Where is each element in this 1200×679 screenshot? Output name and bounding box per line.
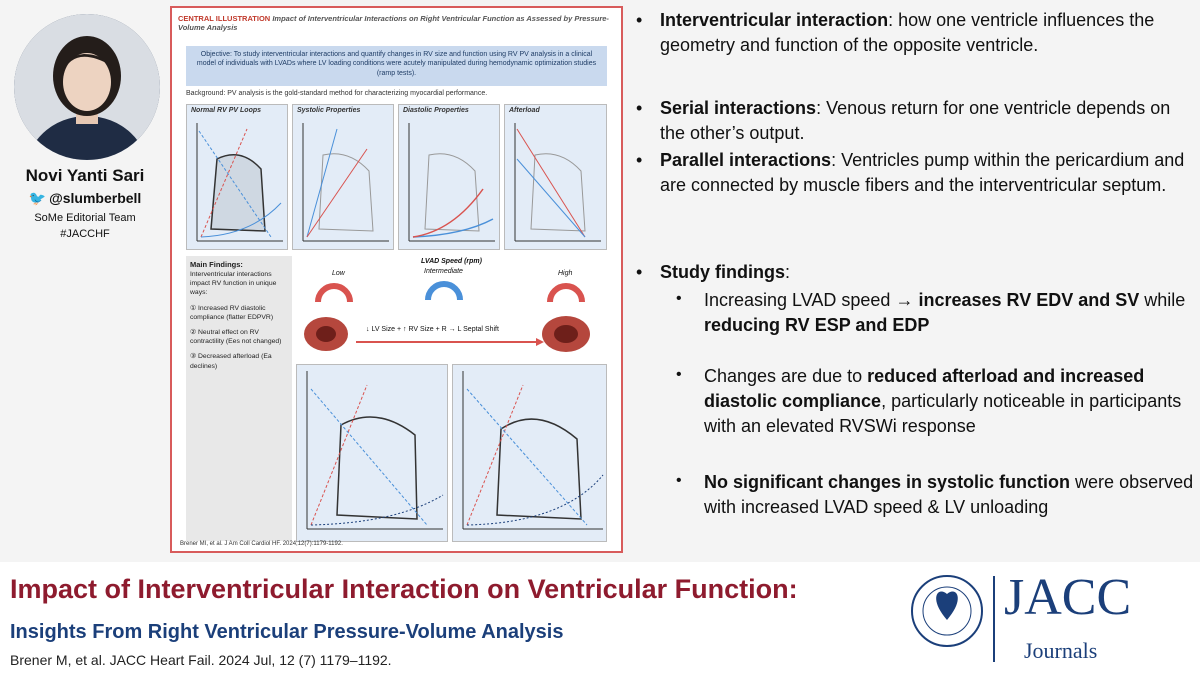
banner-citation: Brener M, et al. JACC Heart Fail. 2024 Jul, 12 (7) 1179–1192.	[10, 652, 392, 668]
presenter-name: Novi Yanti Sari	[25, 166, 145, 185]
bullet-text: : Venous return for one ventricle depends on the other’s output.	[660, 98, 1171, 144]
bullet-bold: reducing RV ESP and EDP	[704, 315, 930, 336]
logo-divider	[993, 576, 995, 662]
high-speed-diagram	[453, 365, 606, 541]
panel-title: Diastolic Properties	[403, 107, 469, 114]
objective-box: Objective: To study interventricular interactions and quantify changes in RV size and function using RV PV analysis in a clinical model of individuals with LVADs where LV loading conditions were acutely manipulated during hemodynamic optimization studies (ramp tests).	[186, 46, 607, 86]
header-label: CENTRAL ILLUSTRATION	[178, 14, 271, 23]
presenter-team: SoMe Editorial Team	[34, 212, 136, 224]
speed-low-label: Low	[332, 270, 345, 277]
afterload-diagram	[509, 119, 603, 247]
systolic-diagram	[297, 119, 391, 247]
central-illustration	[170, 6, 623, 553]
pv-loop-diagram	[191, 119, 285, 247]
lvad-title: LVAD Speed (rpm)	[421, 258, 482, 265]
header-title: Impact of Interventricular Interactions on Right Ventricular Function as Assessed by Pressure-Volume Analysis	[178, 14, 609, 32]
speed-mid-label: Intermediate	[424, 268, 463, 275]
bullet-text: :	[785, 262, 791, 282]
bullet-text: , particularly noticeable in participants with an elevated RVSWi response	[704, 391, 1182, 437]
presenter-hashtag[interactable]: #JACCHF	[60, 228, 110, 240]
banner-title: Impact of Interventricular Interaction on Ventricular Function:	[10, 574, 798, 604]
panel-normal-loops	[186, 104, 288, 250]
bullet-bold: increases RV EDV and SV	[918, 290, 1140, 310]
panel-high-speed-loop	[452, 364, 607, 542]
bullet-bold: Serial interactions	[660, 98, 817, 118]
bullet-text: Increasing LVAD speed →	[704, 290, 919, 310]
panel-title: Afterload	[509, 107, 540, 114]
gauges-and-hearts	[296, 278, 607, 358]
journals-logo-text: Journals	[1024, 638, 1098, 663]
presenter-profile	[0, 0, 170, 560]
background-text: Background: PV analysis is the gold-standard method for characterizing myocardial performance.	[186, 90, 488, 97]
panel-diastolic	[398, 104, 500, 250]
panel-title: Normal RV PV Loops	[191, 107, 262, 114]
findings-intro: Interventricular interactions impact RV function in unique ways:	[190, 271, 277, 297]
bullet-bold: No significant changes in systolic function	[704, 472, 1071, 492]
bullet-text: were observed with increased LVAD speed & LV unloading	[704, 472, 1194, 518]
bullet-text: : how one ventricle influences the geometry and function of the opposite ventricle.	[660, 10, 1155, 56]
finding-item: ② Neutral effect on RV contractility (Ees not changed)	[190, 328, 282, 346]
finding-item: ① Increased RV diastolic compliance (flatter EDPVR)	[190, 304, 274, 321]
bullet-dot: •	[636, 150, 643, 170]
bullet-dot: •	[676, 472, 682, 489]
panel-afterload	[504, 104, 607, 250]
twitter-bird-icon: 🐦	[28, 190, 47, 206]
diastolic-diagram	[403, 119, 497, 247]
bullet-dot: •	[636, 98, 643, 118]
low-speed-diagram	[297, 365, 447, 541]
speed-high-label: High	[558, 270, 573, 277]
bullet-dot: •	[676, 366, 682, 383]
presenter-handle[interactable]	[0, 190, 170, 207]
acc-seal-icon	[910, 574, 984, 648]
banner-subtitle: Insights From Right Ventricular Pressure-Volume Analysis	[10, 621, 564, 643]
bullet-bold: Interventricular interaction	[660, 10, 889, 30]
bottom-banner	[0, 562, 1200, 679]
bullet-dot: •	[676, 290, 682, 307]
illustration-citation: Brener MI, et al. J Am Coll Cardiol HF. 2024;12(7):1179-1192.	[180, 541, 343, 547]
jacc-logo: JACC	[1004, 569, 1132, 626]
illustration-header	[178, 14, 615, 32]
panel-low-speed-loop	[296, 364, 448, 542]
bullet-dot: •	[636, 10, 643, 30]
bullet-text: : Ventricles pump within the pericardium and are connected by muscle fibers and the interventricular septum.	[660, 150, 1185, 196]
panel-title: Systolic Properties	[297, 107, 361, 114]
bullet-bold: Study findings	[660, 262, 785, 282]
bullet-bold: Parallel interactions	[660, 150, 832, 170]
bullet-dot: •	[636, 262, 643, 282]
bullet-text: Changes are due to	[704, 366, 868, 386]
handle-text: @slumberbell	[49, 190, 142, 206]
findings-title: Main Findings:	[190, 260, 243, 269]
septal-shift-text: ↓ LV Size + ↑ RV Size + R → L Septal Shift	[366, 326, 499, 333]
bullet-bold: reduced afterload and increased diastolic compliance	[704, 366, 1145, 412]
lvad-speed-section	[296, 256, 607, 360]
main-findings-box	[186, 256, 292, 541]
finding-item: ③ Decreased afterload (Ea declines)	[190, 353, 272, 370]
bullet-text: while	[1139, 290, 1186, 310]
panel-systolic	[292, 104, 394, 250]
avatar	[14, 14, 160, 160]
